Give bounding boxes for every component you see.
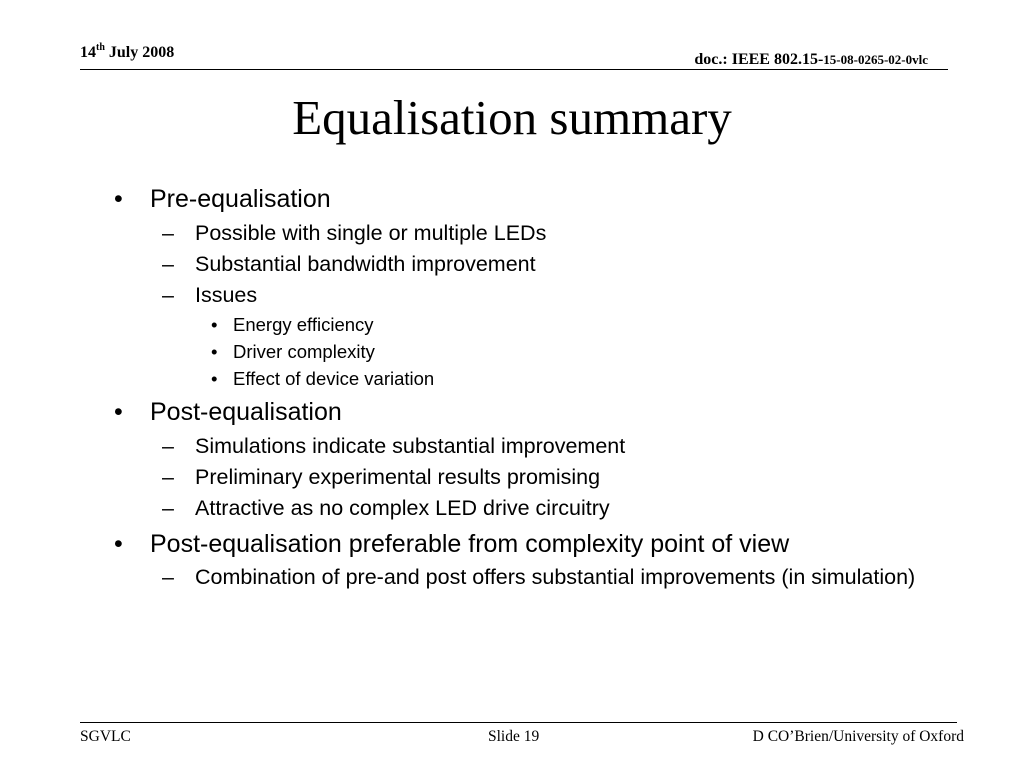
dash-marker: – <box>162 565 174 589</box>
slide-title: Equalisation summary <box>292 90 732 145</box>
header-date <box>80 41 175 62</box>
dash-marker: – <box>162 465 174 489</box>
bullet-text: Pre-equalisation <box>150 185 331 213</box>
sub-bullet-issues <box>110 280 940 311</box>
sub-bullet <box>110 218 940 249</box>
header-date-day: 14 <box>80 44 96 61</box>
slide-body <box>110 183 940 590</box>
sub-bullet <box>110 564 940 590</box>
footer-slide-number: Slide 19 <box>488 728 540 745</box>
sub-bullet-text: Simulations indicate substantial improvement <box>195 434 626 458</box>
dash-marker: – <box>162 221 174 245</box>
sub-bullet <box>110 462 940 493</box>
sub-bullet-text: Combination of pre-and post offers substantial improvements (in simulation) <box>195 565 916 589</box>
sub-bullet <box>110 249 940 280</box>
bullet-marker: • <box>114 530 123 558</box>
header-doc-prefix: doc.: IEEE 802.15- <box>694 51 824 68</box>
header-doc-number: 15-08-0265-02-0vlc <box>823 52 928 67</box>
sub-sub-bullet-text: Effect of device variation <box>233 368 435 389</box>
footer-divider <box>80 722 957 723</box>
bullet-text: Post-equalisation <box>150 398 342 426</box>
header-date-rest: July 2008 <box>104 44 175 61</box>
header-doc-id <box>694 51 928 69</box>
dash-marker: – <box>162 252 174 276</box>
bullet-marker: • <box>114 398 123 426</box>
sub-bullet <box>110 431 940 462</box>
dash-marker: – <box>162 496 174 520</box>
sub-bullet-text: Substantial bandwidth improvement <box>195 252 536 276</box>
bullet-marker: • <box>211 314 218 335</box>
footer-author: D CO’Brien/University of Oxford <box>752 728 964 745</box>
sub-sub-bullet <box>110 311 940 338</box>
sub-bullet <box>110 493 940 524</box>
header-divider <box>80 69 948 70</box>
sub-bullet-text: Attractive as no complex LED drive circuitry <box>195 496 610 520</box>
bullet-post-equalisation-preferable <box>110 528 940 560</box>
bullet-text: Post-equalisation preferable from complexity point of view <box>150 530 790 558</box>
footer-left: SGVLC <box>80 728 131 745</box>
bullet-marker: • <box>114 185 123 213</box>
header-date-suffix: th <box>96 41 105 53</box>
sub-sub-bullet-text: Driver complexity <box>233 341 375 362</box>
sub-bullet-text: Issues <box>195 283 258 307</box>
sub-sub-bullet-text: Energy efficiency <box>233 314 374 335</box>
sub-bullet-text: Preliminary experimental results promising <box>195 465 601 489</box>
bullet-post-equalisation <box>110 396 940 428</box>
bullet-marker: • <box>211 368 218 389</box>
sub-sub-bullet <box>110 365 940 392</box>
dash-marker: – <box>162 434 174 458</box>
sub-sub-bullet <box>110 338 940 365</box>
sub-bullet-text: Possible with single or multiple LEDs <box>195 221 547 245</box>
bullet-pre-equalisation <box>110 183 940 215</box>
dash-marker: – <box>162 283 174 307</box>
bullet-marker: • <box>211 341 218 362</box>
